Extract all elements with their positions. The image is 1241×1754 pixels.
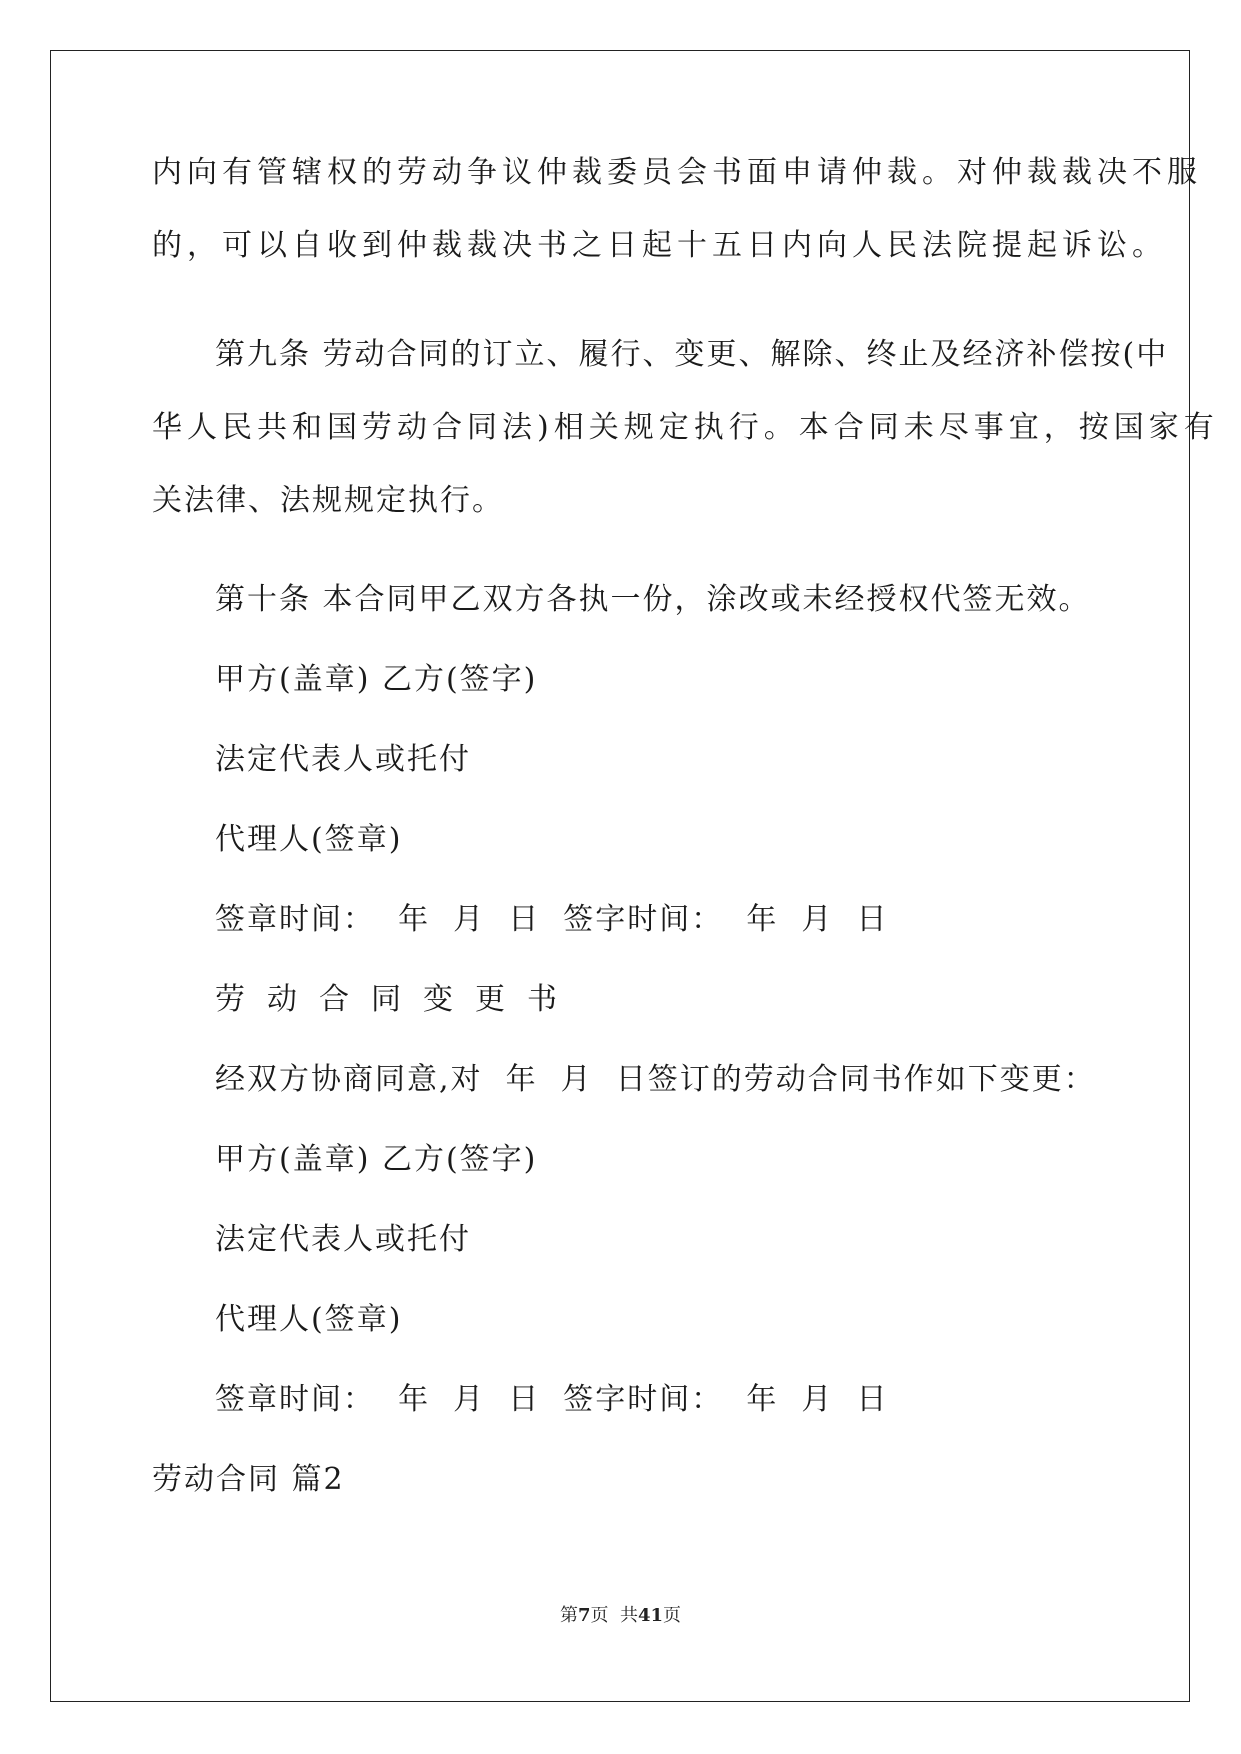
amendment-intro: 经双方协商同意,对 年 月 日签订的劳动合同书作如下变更：: [215, 1062, 1096, 1097]
sign-date-2: 签章时间： 年 月 日 签字时间： 年 月 日: [215, 1382, 889, 1417]
current-page-number: 7: [577, 1605, 591, 1626]
footer-suffix: 页: [663, 1605, 682, 1626]
article-9-line-2: 华人民共和国劳动合同法)相关规定执行。本合同未尽事宜，按国家有: [152, 410, 1219, 445]
agent-sign-2: 代理人(签章): [215, 1302, 403, 1337]
party-a-b-sign-2: 甲方(盖章) 乙方(签字): [215, 1142, 538, 1177]
page-border: [50, 50, 1190, 1702]
footer-mid: 页 共: [590, 1605, 638, 1626]
party-a-b-sign: 甲方(盖章) 乙方(签字): [215, 662, 538, 697]
footer-prefix: 第: [559, 1605, 578, 1626]
section-heading: 劳动合同 篇2: [152, 1462, 345, 1497]
sign-date: 签章时间： 年 月 日 签字时间： 年 月 日: [215, 902, 889, 937]
article-10: 第十条 本合同甲乙双方各执一份，涂改或未经授权代签无效。: [215, 582, 1091, 617]
agent-sign: 代理人(签章): [215, 822, 403, 857]
article-9-line-3: 关法律、法规规定执行。: [152, 483, 504, 518]
legal-rep-2: 法定代表人或托付: [215, 1222, 471, 1257]
total-pages-number: 41: [637, 1605, 664, 1626]
body-line-2: 的，可以自收到仲裁裁决书之日起十五日内向人民法院提起诉讼。: [152, 228, 1167, 263]
legal-rep: 法定代表人或托付: [215, 742, 471, 777]
body-line-1: 内向有管辖权的劳动争议仲裁委员会书面申请仲裁。对仲裁裁决不服: [152, 155, 1202, 190]
page-footer: [0, 1604, 1241, 1628]
article-9-line-1: 第九条 劳动合同的订立、履行、变更、解除、终止及经济补偿按(中: [215, 337, 1169, 372]
amendment-title: 劳动合同变更书: [215, 982, 579, 1017]
